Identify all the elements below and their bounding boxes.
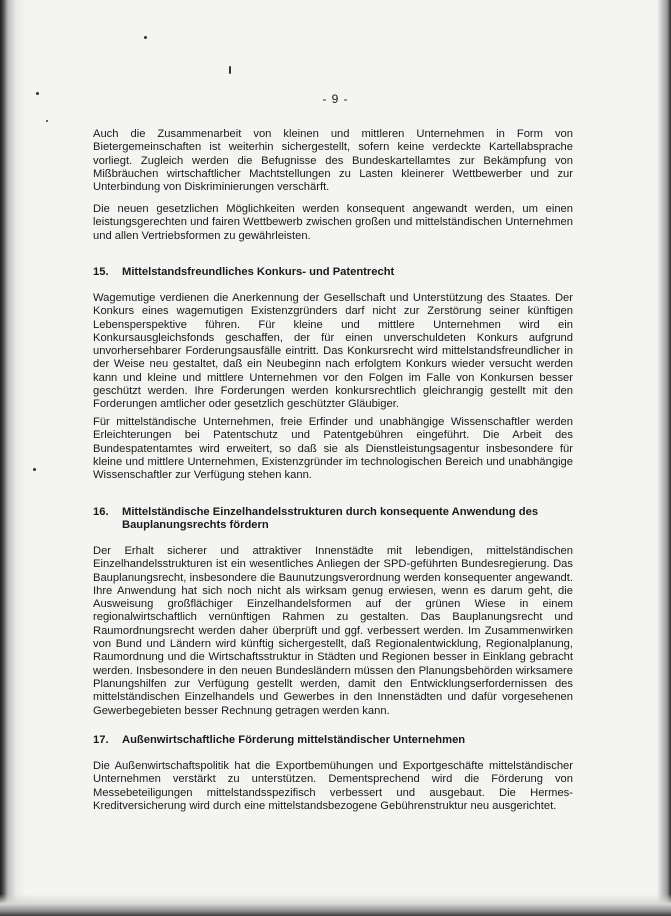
- section-number: 15.: [93, 266, 109, 278]
- scan-speck: [229, 66, 231, 74]
- section-number: 17.: [93, 734, 109, 746]
- scan-edge-bottom: [0, 894, 671, 916]
- section-title: Mittelständische Einzelhandelsstrukturen durch konsequente Anwendung des Bauplanungsrechts fördern: [122, 506, 539, 532]
- paragraph-aussenwirtschaft: Die Außenwirtschaftspolitik hat die Exportbemühungen und Exportgeschäfte mittelständischer Unternehmen verstärkt zu unterstützen. Dementsprechend wird die Förderung von Messebeteiligungen mittelstandsspezifisch verbessert und ausgebaut. Die Hermes-Kreditversicherung wird durch eine mittelstandsbezogene Gebührenstruktur neu ausgerichtet.: [93, 760, 573, 812]
- section-heading-16: [93, 506, 573, 533]
- scan-edge-right: [657, 0, 671, 916]
- scan-edge-left: [0, 0, 26, 916]
- section-heading-15: [93, 266, 573, 279]
- paragraph-einzelhandel: Der Erhalt sicherer und attraktiver Innenstädte mit lebendigen, mittelständischen Einzelhandelsstrukturen ist ein wesentliches Anliegen der SPD-geführten Bundesregierung. Das Bauplanungsrecht, insbesondere die Baunutzungsverordnung werden konsequenter angewandt. Ihre Anwendung hat sich noch nicht als wirksam genug erwiesen, wenn es darum geht, die Ausweisung großflächiger Einzelhandelsformen auf der grünen Wiese in einem regionalwirtschaftlich vernünftigen Rahmen zu gestalten. Das Bauplanungsrecht und Raumordnungsrecht werden daher überprüft und ggf. verbessert werden. Im Zusammenwirken von Bund und Ländern wird künftig sichergestellt, daß Regionalentwicklung, Regionalplanung, Raumordnung und die Wirtschaftsstruktur in Städten und Regionen besser in Einklang gebracht werden. Insbesondere in den neuen Bundesländern müssen den Planungsbehörden wirksamere Planungshilfen zur Verfügung gestellt werden, damit den Entwicklungserfordernissen des mittelständischen Einzelhandels und Gewerbes in den Innenstädten und dafür vorgesehenen Gewerbegebieten besser Rechnung getragen werden kann.: [93, 545, 573, 717]
- paragraph-konkursrecht: Wagemutige verdienen die Anerkennung der Gesellschaft und Unterstützung des Staates. Der Konkurs eines wagemutigen Existenzgründers darf nicht zur Zerstörung seiner künftigen Lebensperspektive führen. Für kleine und mittlere Unternehmen wird ein Konkursausgleichsfonds geschaffen, der für einen unverschuldeten Konkurs aufgrund unvorhersehbarer Forderungsausfälle eintritt. Das Konkursrecht wird mittelstandsfreundlicher in der Weise neu gestaltet, daß ein Neubeginn nach erfolgtem Konkurs wieder versucht werden kann und kleine und mittlere Unternehmen vor den Folgen im Falle von Konkursen besser geschützt werden. Ihre Forderungen werden konkursrechtlich gleichrangig gestellt mit den Forderungen amtlicher oder gesetzlich geschützter Gläubiger.: [93, 292, 573, 411]
- scan-speck: [33, 468, 36, 471]
- scan-speck: [46, 120, 48, 122]
- section-title: Außenwirtschaftliche Förderung mittelständischer Unternehmen: [122, 734, 466, 746]
- paragraph-gesetzliche-moeglichkeiten: Die neuen gesetzlichen Möglichkeiten werden konsequent angewandt werden, um einen leistungsgerechten und fairen Wettbewerb zwischen großen und mittelständischen Unternehmen und allen Vertriebsformen zu gewährleisten.: [93, 203, 573, 242]
- scan-speck: [144, 36, 147, 39]
- section-number: 16.: [93, 506, 109, 518]
- paragraph-bietergemeinschaften: Auch die Zusammenarbeit von kleinen und mittleren Unternehmen in Form von Bietergemeinschaften ist weiterhin sichergestellt, sofern keine verdeckte Kartellabsprache vorliegt. Zugleich werden die Befugnisse des Bundeskartellamtes zur Bekämpfung von Mißbräuchen wirtschaftlicher Machtstellungen zu Lasten kleinerer Wettbewerber und zur Unterbindung von Diskriminierungen verschärft.: [93, 128, 573, 194]
- paragraph-patentschutz: Für mittelständische Unternehmen, freie Erfinder und unabhängige Wissenschaftler werden Erleichterungen bei Patentschutz und Patentgebühren eingeführt. Die Arbeit des Bundespatentamtes wird erweitert, so daß sie als Dienstleistungsagentur insbesondere für kleine und mittlere Unternehmen, Existenzgründer im technologischen Bereich und unabhängige Wissenschaftler zur Verfügung stehen kann.: [93, 416, 573, 482]
- page-number: - 9 -: [322, 92, 349, 106]
- section-heading-17: [93, 734, 573, 747]
- section-title: Mittelstandsfreundliches Konkurs- und Patentrecht: [122, 266, 395, 278]
